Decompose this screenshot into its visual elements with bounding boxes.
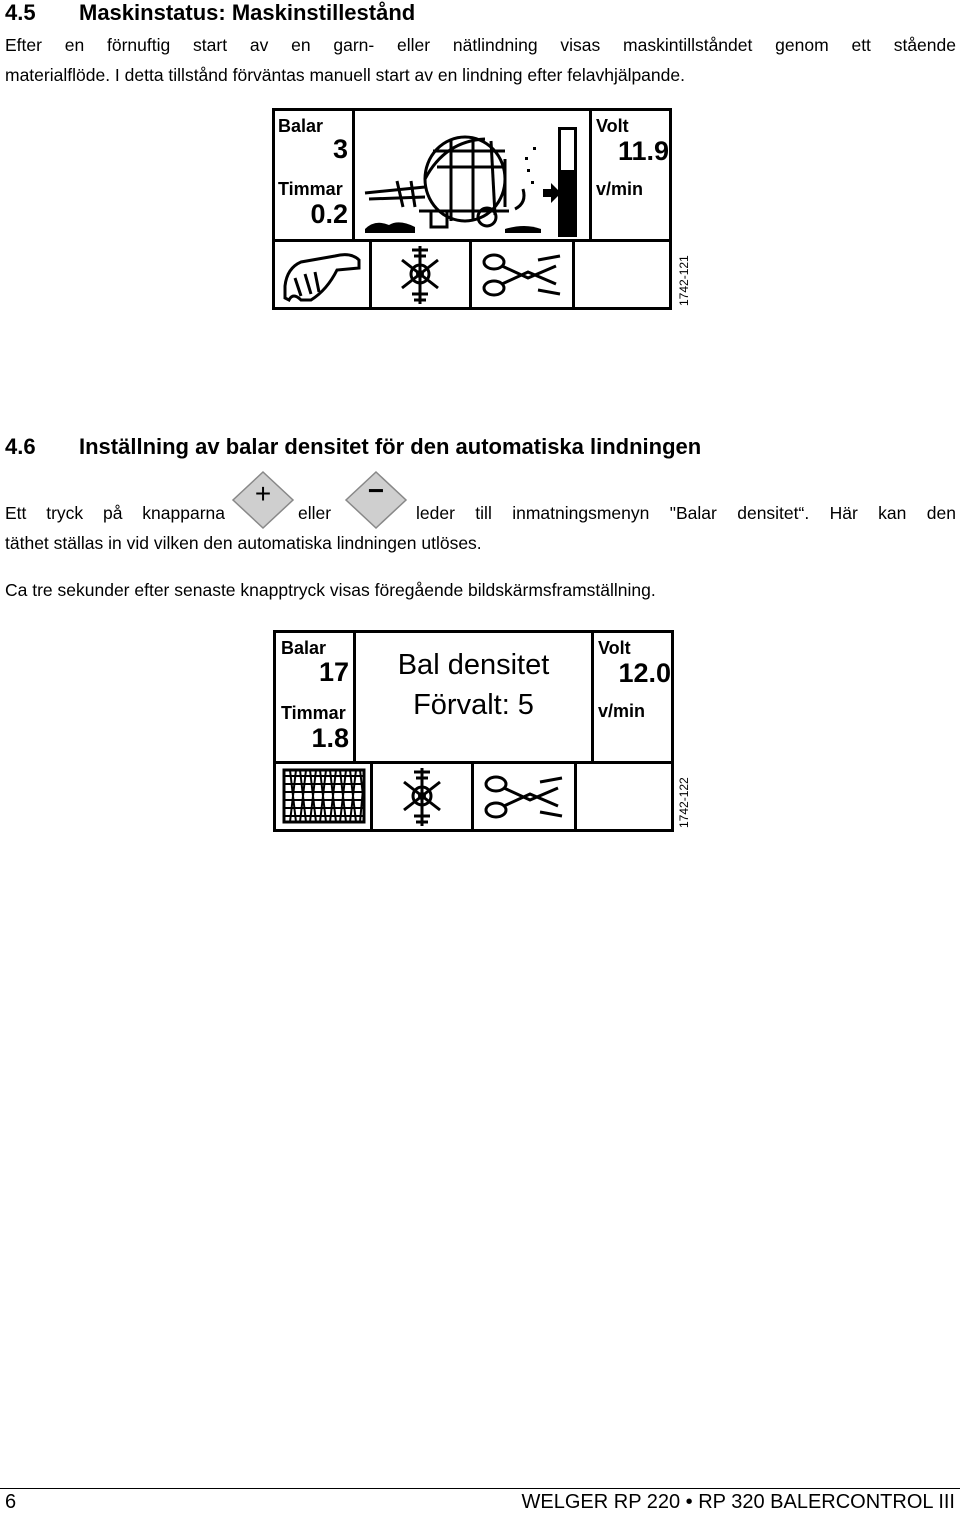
figure-id: 1742-121 <box>677 255 691 306</box>
volt-label: Volt <box>598 638 631 658</box>
hours-label: Timmar <box>278 179 343 199</box>
bales-value: 3 <box>332 134 348 164</box>
baler-icon <box>355 111 589 239</box>
paragraph-text: Ett tryck på knapparna <box>5 503 225 523</box>
display-bale-density <box>273 630 674 832</box>
bales-label: Balar <box>281 638 327 658</box>
softkey-empty[interactable] <box>575 242 669 307</box>
minus-symbol: − <box>367 475 385 506</box>
section-title: Inställning av balar densitet för den automatiska lindningen <box>79 434 702 459</box>
section-4-6-paragraph-1 <box>5 498 956 558</box>
document-title: WELGER RP 220 • RP 320 BALERCONTROL III <box>521 1491 955 1513</box>
section-4-6-paragraph-2 <box>5 575 956 605</box>
section-number: 4.5 <box>5 0 36 25</box>
softkey-pto-wrap[interactable] <box>373 764 474 829</box>
softkey-empty[interactable] <box>577 764 671 829</box>
level-gauge-fill <box>561 170 574 234</box>
plus-symbol: + <box>254 478 272 509</box>
softkey-row <box>275 242 669 307</box>
hours-value: 1.8 <box>311 723 349 753</box>
baler-graphic-panel <box>355 111 589 242</box>
paragraph-text: leder till inmatningsmenyn "Balar densitet“. Här kan den <box>416 503 956 523</box>
volt-value: 11.9 <box>617 136 669 166</box>
section-number: 4.6 <box>5 434 36 459</box>
softkey-knife-wrap[interactable] <box>472 242 575 307</box>
section-4-5-paragraph <box>5 30 956 90</box>
softkey-pto-wrap[interactable] <box>372 242 472 307</box>
density-title: Bal densitet <box>397 649 550 681</box>
rpm-label: v/min <box>596 179 644 199</box>
section-title: Maskinstatus: Maskinstillestånd <box>79 0 416 25</box>
display-machine-standstill <box>272 108 672 310</box>
hours-value: 0.2 <box>310 199 348 229</box>
paragraph-line: Efter en förnuftig start av en garn- eller nätlindning visas maskintillståndet genom ett stående <box>5 35 956 55</box>
section-4-6-heading <box>5 434 701 460</box>
softkey-knife-wrap[interactable] <box>474 764 577 829</box>
softkey-manual-wrap[interactable] <box>275 242 372 307</box>
left-info-panel <box>276 633 356 764</box>
knife-icon <box>472 242 572 307</box>
softkey-net-wrap[interactable] <box>276 764 373 829</box>
hours-label: Timmar <box>281 703 346 723</box>
density-panel <box>356 633 591 764</box>
volt-value: 12.0 <box>618 658 671 688</box>
bales-value: 17 <box>318 657 349 687</box>
volt-label: Volt <box>596 116 629 136</box>
paragraph-text: eller <box>298 503 332 523</box>
pto-icon <box>373 764 471 829</box>
softkey-row <box>276 764 671 829</box>
right-info-panel <box>589 111 669 242</box>
pto-icon <box>372 242 469 307</box>
bales-label: Balar <box>278 116 324 136</box>
level-gauge <box>558 127 577 237</box>
paragraph-line: materialflöde. I detta tillstånd förväntas manuell start av en lindning efter felavhjälpande. <box>5 65 685 85</box>
left-info-panel <box>275 111 355 242</box>
paragraph-line: Ca tre sekunder efter senaste knapptryck visas föregående bildskärmsframställning. <box>5 580 656 600</box>
figure-id: 1742-122 <box>677 777 691 828</box>
section-4-5-heading <box>5 0 415 26</box>
knife-icon <box>474 764 574 829</box>
density-preset: Förvalt: 5 <box>413 689 534 721</box>
paragraph-line: täthet ställas in vid vilken den automatiska lindningen utlöses. <box>5 533 482 553</box>
rpm-label: v/min <box>598 701 646 721</box>
hand-icon <box>275 242 369 307</box>
net-icon <box>276 764 370 829</box>
footer-divider <box>0 1488 960 1489</box>
page-number: 6 <box>5 1491 17 1513</box>
right-info-panel <box>591 633 671 764</box>
